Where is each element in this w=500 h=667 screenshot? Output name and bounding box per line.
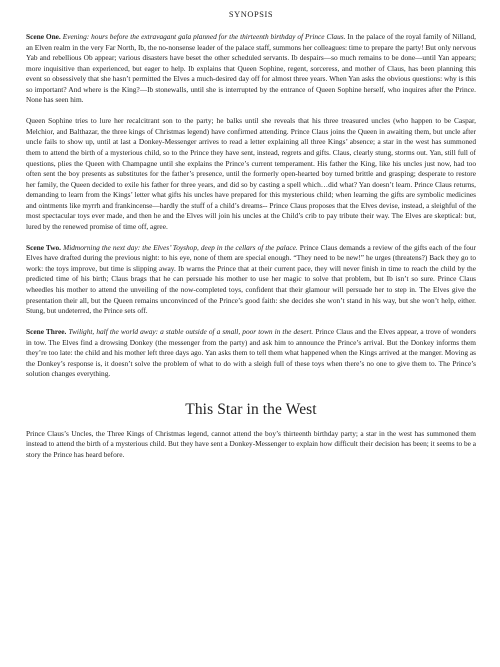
scene-three-label: Scene Three. <box>26 327 67 337</box>
paragraph-gap <box>26 232 476 243</box>
section-paragraph: Prince Claus’s Uncles, the Three Kings of Christmas legend, cannot attend the boy’s thirteenth birthday party; a star in the west has summoned them instead to attend the birth of a mysterious child. But they have sent a Donkey-Messenger to explain how difficult their decision has been; it seems to be a story the Prince has heard before. <box>26 428 476 459</box>
paragraph-gap <box>26 106 476 117</box>
scene-one-paragraph <box>26 32 476 106</box>
scene-three-setting: Twilight, half the world away: a stable outside of a small, poor town in the desert. <box>68 327 314 337</box>
scene-two-paragraph <box>26 243 476 317</box>
paragraph-gap <box>26 317 476 328</box>
scene-one-text: In the palace of the royal family of Nilland, an Elven realm in the very Far North, Ib, the no-nonsense leader of the palace staff, summons her colleagues: time to prepare the party! But only nervous Yab and rebellious Ob appear; various disasters have beset the other scheduled servants. Ib despairs—so much remains to be done—until Yan appears; more inquisitive than experienced, but eager to help. Ib explains that Queen Sophine, regent, sorceress, and mother of Claus, has been planning this event so obsessively that she hasn’t permitted the Elves a much-desired day off for almost three years. When Yan asks the obvious questions: why is this so important? And where is the King?—Ib stonewalls, until she is interrupted by the entrance of Queen Sophine herself, who inquires after the Prince. None has seen him. <box>26 32 476 105</box>
synopsis-heading: SYNOPSIS <box>228 10 274 19</box>
scene-two-setting: Midmorning the next day: the Elves’ Toyshop, deep in the cellars of the palace. <box>63 242 298 252</box>
scene-one-continued-paragraph: Queen Sophine tries to lure her recalcitrant son to the party; he balks until she reveals that his three treasured uncles (who happen to be Caspar, Melchior, and Balthazar, the three kings of Christmas legend) have confirmed attending. Prince Claus joins the Queen in awaiting them, but uncle after uncle fails to show up, until at last a Donkey-Messenger arrives to read a letter explaining all three Kings’ absence; a star in the west has summoned them to attend the birth of a mysterious child, so to the Prince they have sent, instead, regrets and gifts. Claus, clearly stung, storms out. Yan, still full of questions, plies the Queen with Champagne until she explains the Prince’s current temperament. His father the King, like his uncles just now, had too often sent the boy presents as substitutes for the father’s presence, until the formerly open-hearted boy turned brittle and grasping; desperate to restore her family, the Queen decided to exile his father for three years, and did so by casting a spell which…did what? Yan doesn’t learn. Prince Claus returns, demanding to learn from the Kings’ letter what gifts his uncles have prepared for this mysterious child; when learning the gifts are symbolic medicines and ointments like myrrh and frankincense—hardly the stuff of a child’s dreams-- Prince Claus proposes that the Elves devise, instead, a sleighful of the most spectacular toys ever made, and then he and the Elves will join his uncles at the Child’s crib to pay tribute their way. The Elves are skeptical: but, lured by the renewed promise of time off, agree. <box>26 116 476 231</box>
scene-three-paragraph <box>26 327 476 380</box>
scene-one-label: Scene One. <box>26 32 61 41</box>
scene-one-setting: Evening: hours before the extravagant gala planned for the thirteenth birthday of Prince Claus. <box>62 32 346 41</box>
scene-two-label: Scene Two. <box>26 242 62 252</box>
section-title: This Star in the West <box>185 400 317 418</box>
scene-three-text: Prince Claus and the Elves appear, a trove of wonders in tow. The Elves find a drowsing Donkey (the messenger from the party) and ask him to announce the Prince’s arrival. But the Donkey informs them they’re too late: the child and his mother left three days ago. Yan asks them to tell them what happened when the Kings arrived at the manger. Moving as the Donkey’s response is, it doesn’t solve the problem of what to do with a sleigh full of these toys when there’s no one to give them to. The Prince’s solution changes everything. <box>26 327 476 379</box>
scene-two-text: Prince Claus demands a review of the gifts each of the four Elves have drafted during the previous night: to his eye, none of them are special enough. “They need to be new!” he urges (threatens?) Back they go to work: the toys improve, but time is slipping away. Ib warns the Prince that at their current pace, they will never finish in time to reach the child by the predicted time of his birth; Claus brags that he can persuade his mother to use her magic to solve that problem, but Ib isn’t so sure. Prince Claus wheedles his mother to attend the unveiling of the now-completed toys, confident that their glamour will persuade her to step in. The Elves give the presentation their all, but the Queen remains unconvinced of the Prince’s good faith: she decides she won’t stand in his way, but she won’t help, either. Stung, but undeterred, the Prince sets off. <box>26 242 476 316</box>
